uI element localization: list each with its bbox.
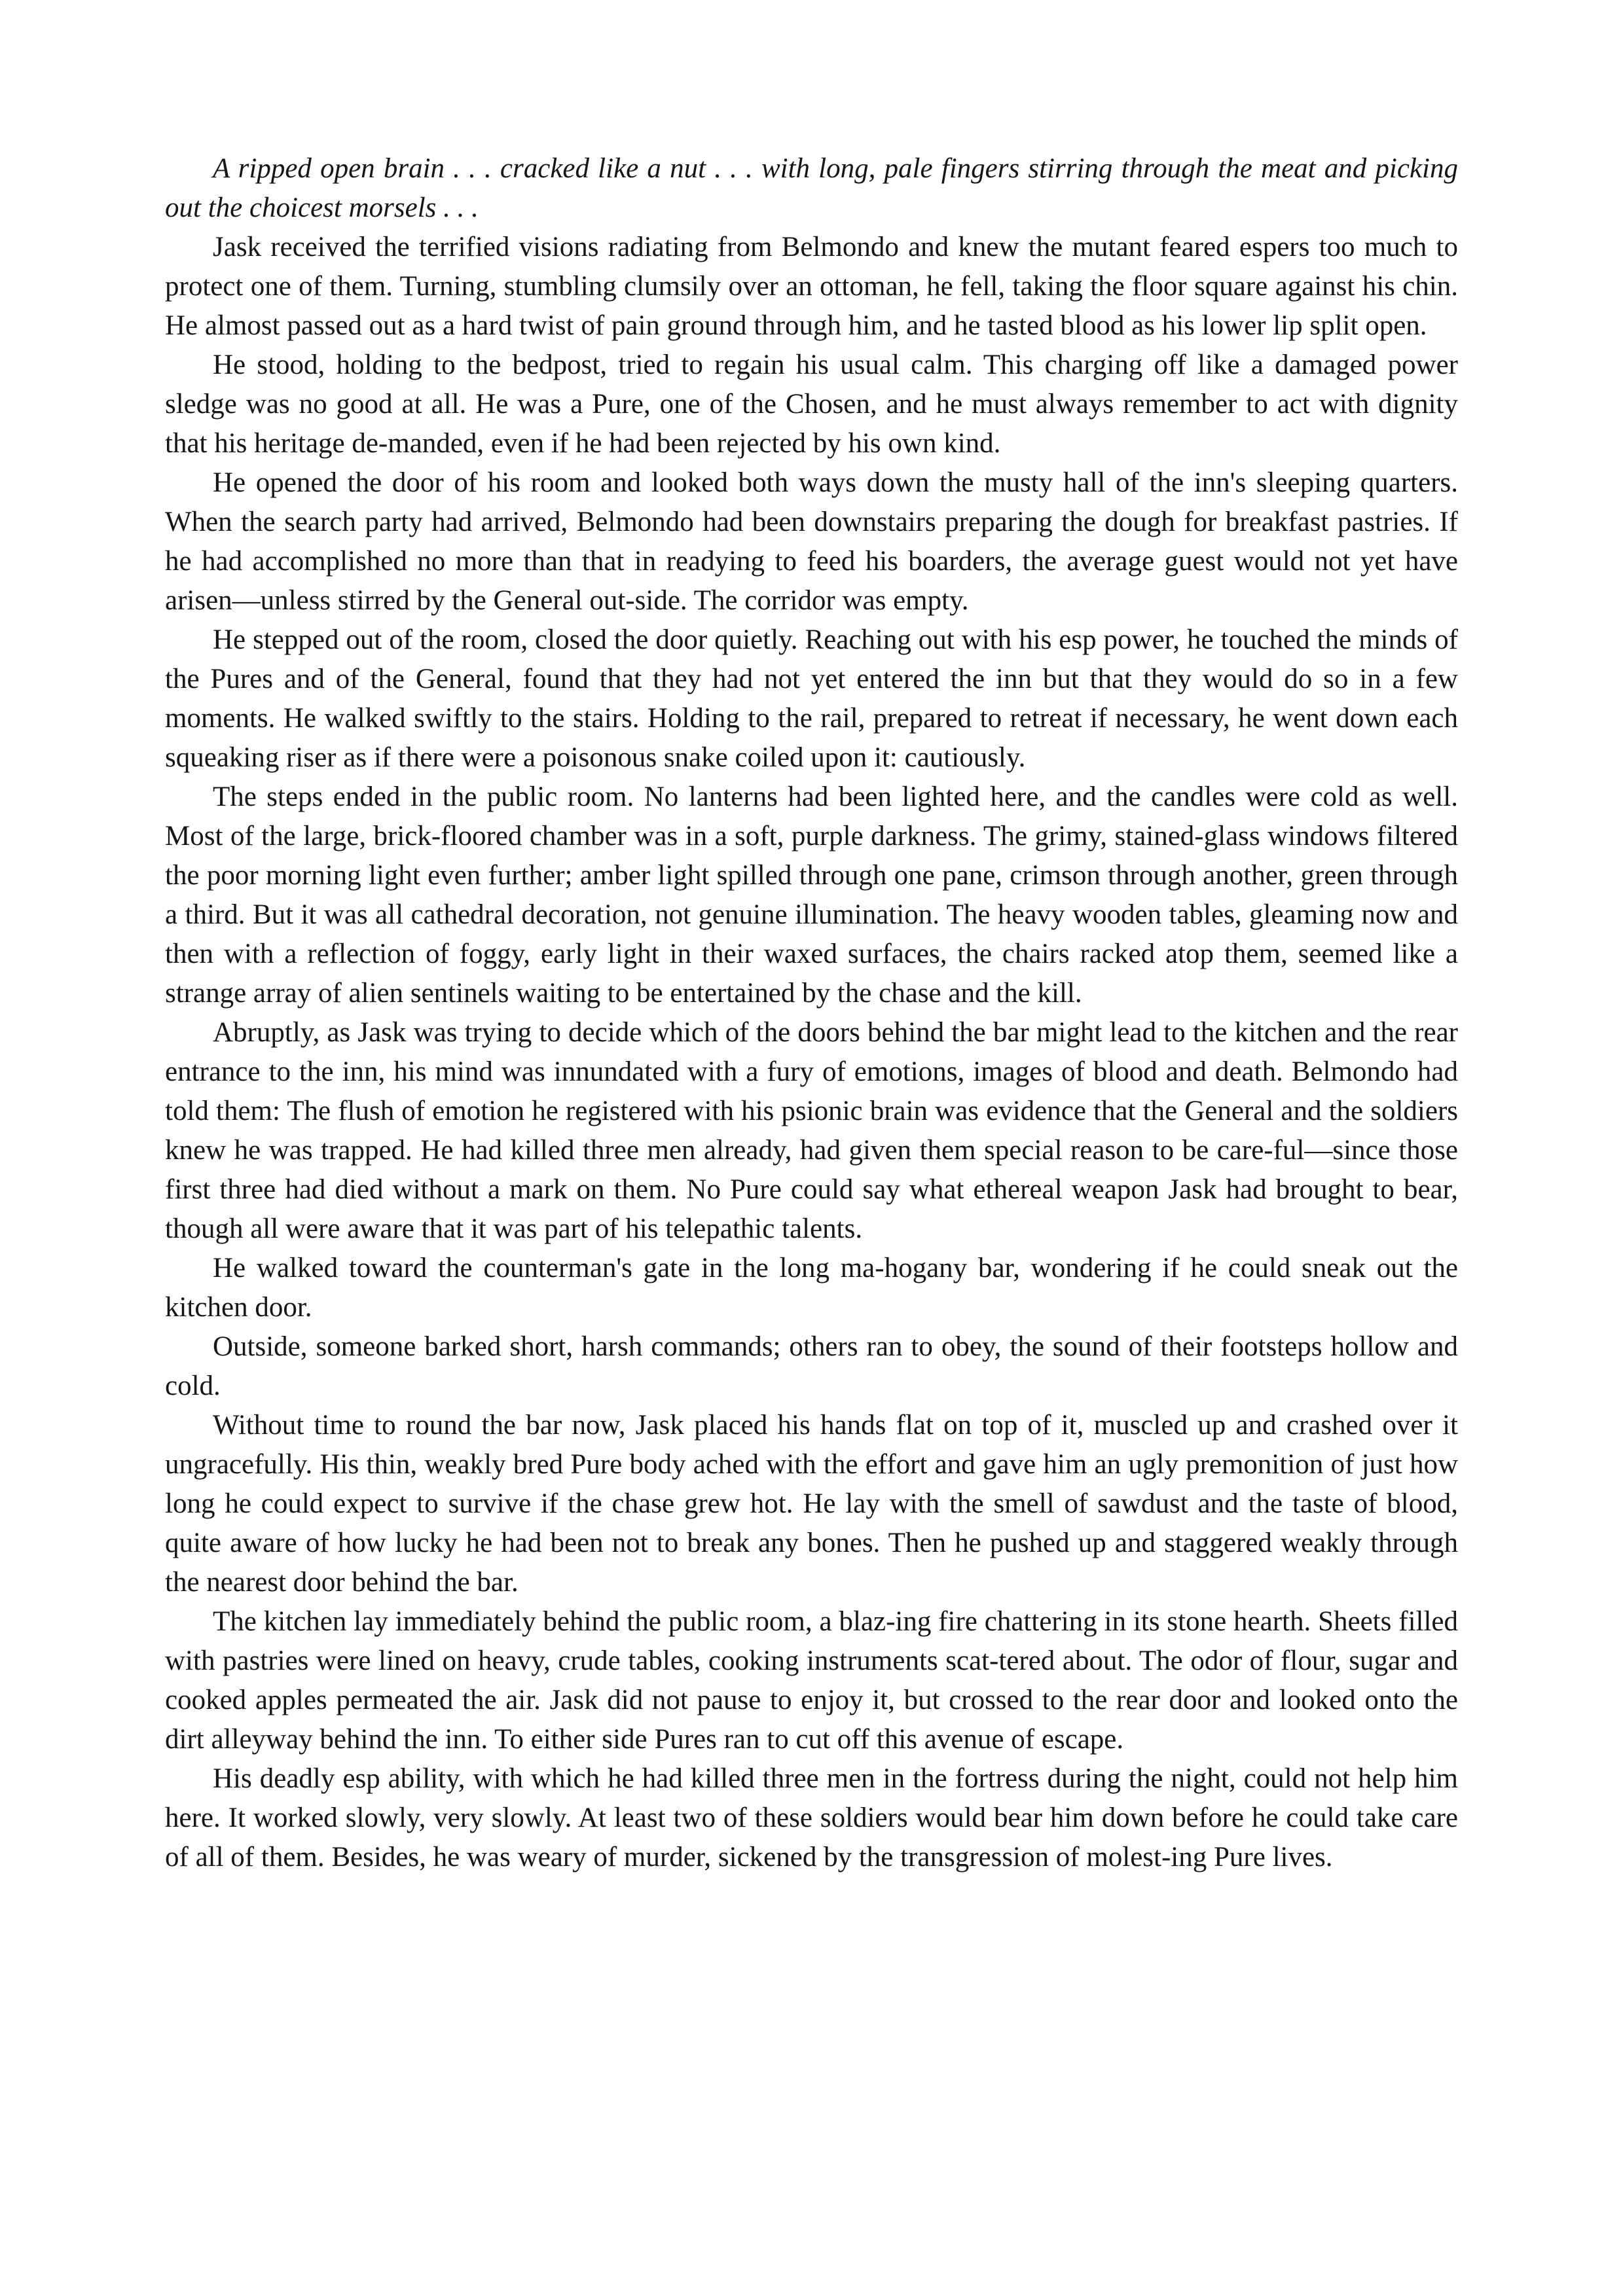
paragraph-3: He stood, holding to the bedpost, tried to regain his usual calm. This charging off like a damaged power sledge was no good at all. He was a Pure, one of the Chosen, and he must always remember to act with dignity that his heritage de-manded, even if he had been rejected by his own kind. bbox=[165, 350, 1458, 459]
paragraph-6: The steps ended in the public room. No lanterns had been lighted here, and the candles were cold as well. Most of the large, brick-floored chamber was in a soft, purple darkness. The grimy, stained-glass windows filtered the poor morning light even further; amber light spilled through one pane, crimson through another, green through a third. But it was all cathedral decoration, not genuine illumination. The heavy wooden tables, gleaming now and then with a reflection of foggy, early light in their waxed surfaces, the chairs racked atop them, seemed like a strange array of alien sentinels waiting to be entertained by the chase and the kill. bbox=[165, 781, 1458, 1009]
paragraph-7: Abruptly, as Jask was trying to decide which of the doors behind the bar might lead to the kitchen and the rear entrance to the inn, his mind was innundated with a fury of emotions, images of blood and death. Belmondo had told them: The flush of emotion he registered with his psionic brain was evidence that the General and the soldiers knew he was trapped. He had killed three men already, had given them special reason to be care-ful—since those first three had died without a mark on them. No Pure could say what ethereal weapon Jask had brought to bear, though all were aware that it was part of his telepathic talents. bbox=[165, 1017, 1458, 1244]
paragraph-1: A ripped open brain . . . cracked like a nut . . . with long, pale fingers stirring through the meat and picking out the choicest morsels . . . bbox=[165, 153, 1458, 223]
paragraph-4: He opened the door of his room and looked both ways down the musty hall of the inn's sleeping quarters. When the search party had arrived, Belmondo had been downstairs preparing the dough for breakfast pastries. If he had accomplished no more than that in readying to feed his boarders, the average guest would not yet have arisen—unless stirred by the General out-side. The corridor was empty. bbox=[165, 467, 1458, 616]
paragraph-12: His deadly esp ability, with which he had killed three men in the fortress during the night, could not help him here. It worked slowly, very slowly. At least two of these soldiers would bear him down before he could take care of all of them. Besides, he was weary of murder, sickened by the transgression of molest-ing Pure lives. bbox=[165, 1763, 1458, 1873]
document-page bbox=[165, 149, 1458, 1877]
paragraph-8: He walked toward the counterman's gate in the long ma-hogany bar, wondering if he could sneak out the kitchen door. bbox=[165, 1253, 1458, 1323]
paragraph-9: Outside, someone barked short, harsh commands; others ran to obey, the sound of their footsteps hollow and cold. bbox=[165, 1331, 1458, 1401]
paragraph-5: He stepped out of the room, closed the door quietly. Reaching out with his esp power, he touched the minds of the Pures and of the General, found that they had not yet entered the inn but that they would do so in a few moments. He walked swiftly to the stairs. Holding to the rail, prepared to retreat if necessary, he went down each squeaking riser as if there were a poisonous snake coiled upon it: cautiously. bbox=[165, 624, 1458, 773]
paragraph-11: The kitchen lay immediately behind the public room, a blaz-ing fire chattering in its stone hearth. Sheets filled with pastries were lined on heavy, crude tables, cooking instruments scat-tered about. The odor of flour, sugar and cooked apples permeated the air. Jask did not pause to enjoy it, but crossed to the rear door and looked onto the dirt alleyway behind the inn. To either side Pures ran to cut off this avenue of escape. bbox=[165, 1606, 1458, 1755]
paragraph-2: Jask received the terrified visions radiating from Belmondo and knew the mutant feared espers too much to protect one of them. Turning, stumbling clumsily over an ottoman, he fell, taking the floor square against his chin. He almost passed out as a hard twist of pain ground through him, and he tasted blood as his lower lip split open. bbox=[165, 232, 1458, 341]
paragraph-10: Without time to round the bar now, Jask placed his hands flat on top of it, muscled up and crashed over it ungracefully. His thin, weakly bred Pure body ached with the effort and gave him an ugly premonition of just how long he could expect to survive if the chase grew hot. He lay with the smell of sawdust and the taste of blood, quite aware of how lucky he had been not to break any bones. Then he pushed up and staggered weakly through the nearest door behind the bar. bbox=[165, 1410, 1458, 1598]
